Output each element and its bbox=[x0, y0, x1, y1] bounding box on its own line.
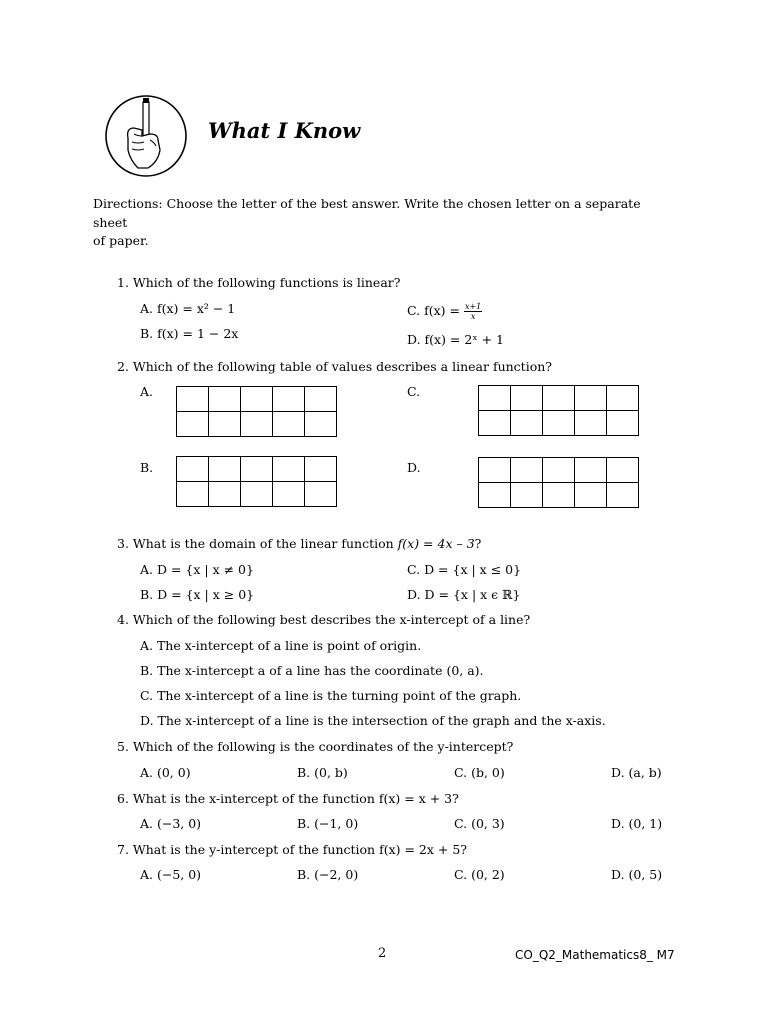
q2-stem: 2. Which of the following table of values describes a linear function? bbox=[117, 359, 552, 374]
q6-option-c: C. (0, 3) bbox=[454, 816, 505, 831]
q4-option-b: B. The x-intercept a of a line has the coordinate (0, a). bbox=[140, 663, 484, 678]
q2-table-b bbox=[176, 456, 337, 507]
table-row bbox=[479, 386, 639, 411]
q4-option-c: C. The x-intercept of a line is the turning point of the graph. bbox=[140, 688, 522, 703]
directions-line-1: Directions: Choose the letter of the best answer. Write the chosen letter on a separate bbox=[93, 196, 641, 211]
table-row bbox=[177, 457, 337, 482]
table-row bbox=[177, 482, 337, 507]
q4-stem: 4. Which of the following best describes the x-intercept of a line? bbox=[117, 612, 531, 627]
table-row bbox=[479, 411, 639, 436]
directions-text bbox=[93, 195, 693, 251]
table-row bbox=[479, 483, 639, 508]
table-row bbox=[479, 458, 639, 483]
q4-option-a: A. The x-intercept of a line is point of origin. bbox=[140, 638, 422, 653]
q5-option-b: B. (0, b) bbox=[297, 765, 348, 780]
q3-stem-suffix: ? bbox=[474, 536, 482, 551]
q7-option-a: A. (−5, 0) bbox=[140, 867, 202, 882]
q1-option-c-fraction bbox=[464, 302, 482, 321]
q1-option-c bbox=[407, 302, 482, 321]
q3-option-a: A. D = {x | x ≠ 0} bbox=[140, 562, 254, 577]
q6-stem: 6. What is the x-intercept of the function f(x) = x + 3? bbox=[117, 791, 459, 806]
table-row bbox=[177, 387, 337, 412]
q5-stem: 5. Which of the following is the coordinates of the y-intercept? bbox=[117, 739, 514, 754]
q1-option-c-numerator: x+1 bbox=[464, 302, 482, 311]
q1-option-b: B. f(x) = 1 − 2x bbox=[140, 326, 239, 341]
q5-option-c: C. (b, 0) bbox=[454, 765, 505, 780]
q5-option-a: A. (0, 0) bbox=[140, 765, 191, 780]
directions-line-3: of paper. bbox=[93, 233, 149, 248]
module-code: CO_Q2_Mathematics8_ M7 bbox=[515, 948, 675, 962]
directions-line-2: sheet bbox=[93, 214, 128, 230]
q1-option-c-prefix: C. f(x) = bbox=[407, 303, 460, 318]
page-number: 2 bbox=[378, 946, 387, 961]
q1-option-a: A. f(x) = x² − 1 bbox=[140, 301, 236, 316]
q2-option-a: A. bbox=[140, 384, 154, 399]
q2-table-c bbox=[478, 385, 639, 436]
q5-option-d: D. (a, b) bbox=[611, 765, 662, 780]
q3-stem-function: f(x) = 4x – 3 bbox=[397, 536, 475, 551]
q4-option-d: D. The x-intercept of a line is the intersection of the graph and the x-axis. bbox=[140, 713, 606, 728]
q7-stem: 7. What is the y-intercept of the function f(x) = 2x + 5? bbox=[117, 842, 467, 857]
q7-option-c: C. (0, 2) bbox=[454, 867, 505, 882]
q3-option-b: B. D = {x | x ≥ 0} bbox=[140, 587, 255, 602]
q2-table-a bbox=[176, 386, 337, 437]
q7-option-b: B. (−2, 0) bbox=[297, 867, 359, 882]
q3-stem bbox=[117, 536, 481, 551]
q1-option-d: D. f(x) = 2ˣ + 1 bbox=[407, 332, 504, 347]
q1-stem: 1. Which of the following functions is linear? bbox=[117, 275, 401, 290]
section-title: What I Know bbox=[208, 118, 361, 143]
q3-stem-prefix: 3. What is the domain of the linear function bbox=[117, 536, 398, 551]
q1-option-c-denominator: x bbox=[470, 312, 476, 321]
hand-pencil-logo-icon bbox=[104, 94, 188, 178]
q6-option-d: D. (0, 1) bbox=[611, 816, 663, 831]
q3-option-c: C. D = {x | x ≤ 0} bbox=[407, 562, 522, 577]
table-row bbox=[177, 412, 337, 437]
q2-option-c: C. bbox=[407, 384, 421, 399]
q7-option-d: D. (0, 5) bbox=[611, 867, 663, 882]
q2-table-d bbox=[478, 457, 639, 508]
q6-option-b: B. (−1, 0) bbox=[297, 816, 359, 831]
q2-option-b: B. bbox=[140, 460, 154, 475]
q3-option-d: D. D = {x | x ϵ ℝ} bbox=[407, 587, 521, 602]
q2-option-d: D. bbox=[407, 460, 421, 475]
q6-option-a: A. (−3, 0) bbox=[140, 816, 202, 831]
